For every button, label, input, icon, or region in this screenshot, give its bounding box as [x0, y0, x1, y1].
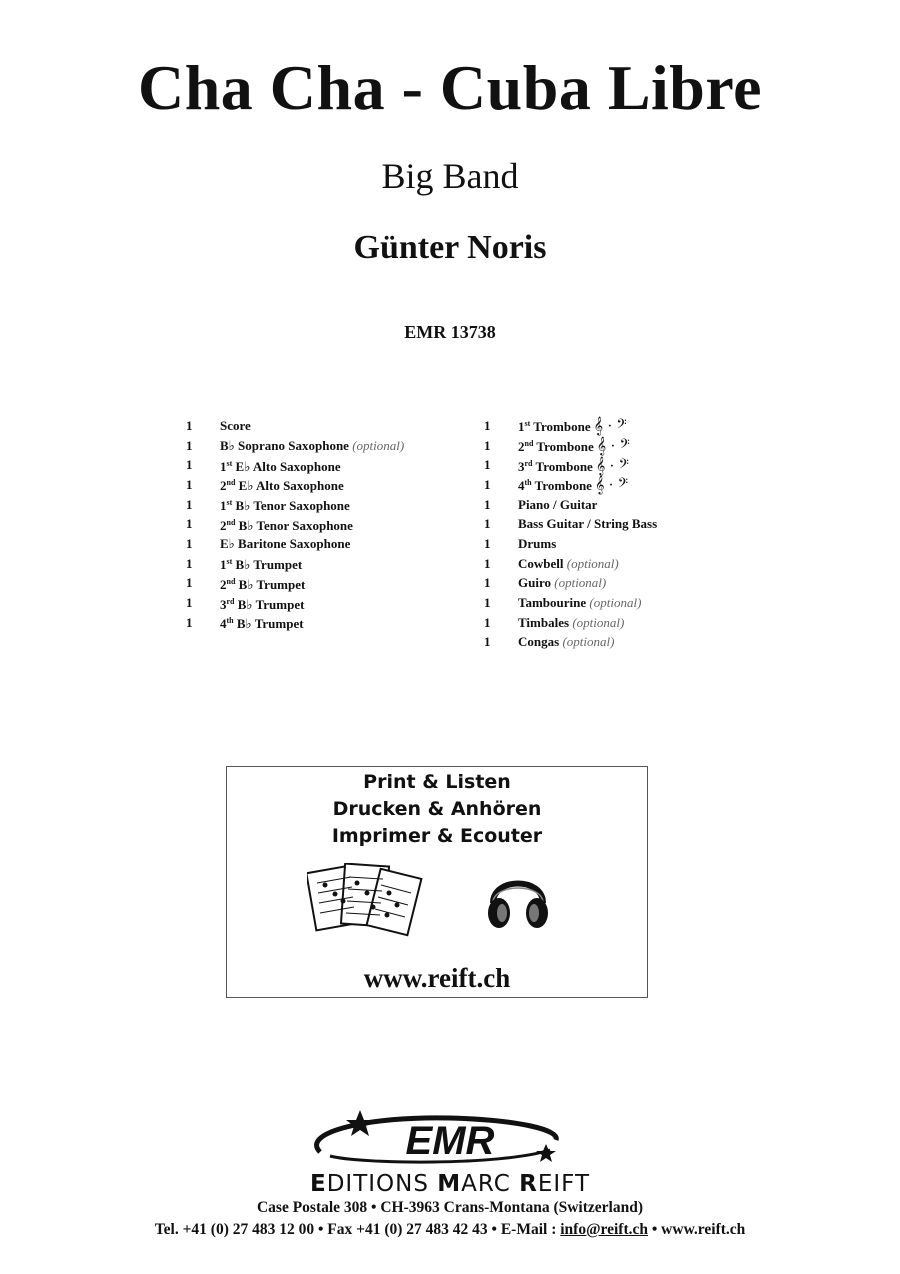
part-quantity: 1	[186, 457, 193, 473]
clef-icon: 𝄞 · 𝄢	[593, 418, 627, 436]
part-row	[484, 613, 744, 633]
part-instrument: Timbales	[518, 614, 570, 630]
part-quantity: 1	[186, 417, 193, 433]
part-row	[186, 514, 476, 534]
part-instrument: E♭ Alto Saxophone	[238, 478, 344, 494]
part-quantity: 1	[186, 595, 193, 611]
part-instrument: Trombone	[535, 458, 593, 474]
part-instrument: Tambourine	[518, 595, 587, 611]
email-link[interactable]: info@reift.ch	[560, 1221, 648, 1238]
part-name	[220, 418, 251, 434]
part-instrument: B♭ Trumpet	[238, 576, 306, 592]
part-instrument: Guiro	[518, 575, 551, 591]
part-ordinal-suffix: st	[226, 557, 233, 567]
part-optional-note: (optional)	[562, 634, 615, 650]
part-instrument: Congas	[518, 634, 560, 650]
part-row	[484, 554, 744, 574]
logo-text: EMR	[405, 1119, 495, 1163]
part-row	[186, 436, 476, 456]
part-name	[518, 615, 624, 631]
part-ordinal: 1	[518, 419, 525, 435]
publisher-address: Case Postale 308 • CH-3963 Crans-Montana (Switzerland)	[256, 1199, 643, 1216]
part-quantity: 1	[186, 575, 193, 591]
part-row	[484, 416, 744, 436]
part-quantity: 1	[484, 614, 491, 630]
part-ordinal: 1	[220, 557, 227, 573]
part-instrument: E♭ Alto Saxophone	[235, 458, 341, 474]
part-quantity: 1	[484, 516, 491, 532]
part-name	[220, 536, 350, 552]
part-ordinal: 3	[518, 458, 525, 474]
part-ordinal-suffix: nd	[524, 439, 534, 449]
part-optional-note: (optional)	[566, 555, 619, 571]
part-name	[220, 438, 404, 454]
part-row	[484, 475, 744, 495]
part-row	[186, 475, 476, 495]
part-ordinal: 2	[220, 478, 227, 494]
parts-list-right	[484, 416, 744, 652]
part-instrument: Piano / Guitar	[518, 496, 598, 512]
sheet-music-icon	[307, 863, 423, 941]
part-quantity: 1	[484, 555, 491, 571]
part-quantity: 1	[484, 535, 491, 551]
part-instrument: B♭ Trumpet	[235, 557, 303, 573]
part-name	[518, 595, 641, 611]
clef-icon: 𝄞 · 𝄢	[596, 438, 630, 456]
part-quantity: 1	[484, 417, 491, 433]
part-quantity: 1	[484, 457, 491, 473]
part-row	[186, 593, 476, 613]
part-name	[220, 475, 344, 494]
part-row	[186, 554, 476, 574]
part-row	[484, 495, 744, 515]
headphones-icon	[485, 863, 551, 933]
part-name	[220, 554, 302, 573]
part-name	[518, 416, 627, 435]
composer-name: Günter Noris	[353, 229, 547, 266]
part-quantity: 1	[484, 496, 491, 512]
part-name	[518, 516, 657, 532]
part-instrument: Trombone	[536, 439, 594, 455]
part-name	[220, 613, 304, 632]
part-ordinal: 2	[518, 439, 525, 455]
part-name	[518, 536, 556, 552]
part-quantity: 1	[484, 476, 491, 492]
promo-website[interactable]: www.reift.ch	[363, 963, 511, 993]
publisher-contact	[0, 1220, 900, 1240]
part-ordinal-suffix: th	[524, 478, 532, 488]
part-instrument: Trombone	[534, 478, 592, 494]
part-ordinal-suffix: rd	[226, 596, 235, 606]
part-row	[484, 514, 744, 534]
page-title: Cha Cha - Cuba Libre	[137, 52, 763, 123]
part-row	[484, 534, 744, 554]
part-name	[220, 515, 353, 534]
part-quantity: 1	[484, 437, 491, 453]
parts-list-left	[186, 416, 476, 633]
part-row	[186, 534, 476, 554]
part-name	[518, 497, 597, 513]
part-ordinal: 3	[220, 596, 227, 612]
emr-logo-icon	[300, 1106, 600, 1170]
part-optional-note: (optional)	[572, 614, 625, 630]
part-ordinal: 2	[220, 517, 227, 533]
part-name	[220, 594, 304, 613]
part-instrument: Bass Guitar / String Bass	[518, 516, 658, 532]
part-row	[186, 416, 476, 436]
part-ordinal-suffix: nd	[226, 478, 236, 488]
part-name	[518, 556, 619, 572]
part-quantity: 1	[484, 595, 491, 611]
ensemble-subtitle: Big Band	[381, 156, 519, 196]
part-instrument: Drums	[518, 535, 557, 551]
part-optional-note: (optional)	[554, 575, 607, 591]
part-name	[518, 634, 614, 650]
part-instrument: Trombone	[533, 419, 591, 435]
promo-line-english: Print & Listen	[363, 771, 511, 793]
part-name	[518, 436, 630, 455]
part-quantity: 1	[186, 516, 193, 532]
part-ordinal: 1	[220, 458, 227, 474]
part-instrument: B♭ Trumpet	[236, 616, 304, 632]
part-instrument: B♭ Soprano Saxophone	[220, 437, 349, 453]
part-ordinal-suffix: st	[226, 458, 233, 468]
part-instrument: B♭ Tenor Saxophone	[238, 517, 353, 533]
part-name	[220, 456, 341, 475]
part-quantity: 1	[186, 555, 193, 571]
clef-icon: 𝄞 · 𝄢	[595, 457, 629, 475]
part-name	[518, 475, 628, 494]
catalog-number: EMR 13738	[404, 322, 496, 342]
part-ordinal: 4	[220, 616, 227, 632]
contact-phone-fax: Tel. +41 (0) 27 483 12 00 • Fax +41 (0) 27 483 42 43 • E-Mail :	[154, 1221, 561, 1238]
part-row	[186, 455, 476, 475]
part-instrument: E♭ Baritone Saxophone	[220, 535, 351, 551]
part-ordinal-suffix: nd	[226, 517, 236, 527]
part-quantity: 1	[186, 476, 193, 492]
part-name	[220, 495, 350, 514]
part-instrument: B♭ Trumpet	[237, 596, 305, 612]
part-quantity: 1	[186, 614, 193, 630]
contact-website: • www.reift.ch	[648, 1221, 746, 1238]
part-row	[484, 455, 744, 475]
part-optional-note: (optional)	[589, 595, 642, 611]
part-row	[484, 633, 744, 653]
promo-line-german: Drucken & Anhören	[332, 798, 542, 820]
part-row	[186, 574, 476, 594]
part-optional-note: (optional)	[352, 437, 405, 453]
part-row	[484, 593, 744, 613]
part-row	[484, 574, 744, 594]
part-instrument: Score	[220, 417, 251, 433]
part-row	[484, 436, 744, 456]
part-instrument: Cowbell	[518, 555, 564, 571]
part-instrument: B♭ Tenor Saxophone	[235, 498, 350, 514]
part-name	[220, 574, 305, 593]
part-name	[518, 456, 629, 475]
part-ordinal-suffix: st	[226, 498, 233, 508]
part-quantity: 1	[484, 575, 491, 591]
clef-icon: 𝄞 · 𝄢	[594, 477, 629, 495]
print-listen-box	[226, 766, 648, 998]
part-quantity: 1	[186, 535, 193, 551]
publisher-name: EDITIONS MARC REIFT	[309, 1171, 591, 1197]
part-ordinal-suffix: rd	[524, 458, 533, 468]
part-name	[518, 575, 606, 591]
part-row	[186, 613, 476, 633]
promo-line-french: Imprimer & Ecouter	[331, 825, 543, 847]
part-ordinal-suffix: th	[226, 616, 234, 626]
part-quantity: 1	[186, 496, 193, 512]
part-quantity: 1	[186, 437, 193, 453]
part-ordinal: 2	[220, 576, 227, 592]
part-ordinal-suffix: st	[524, 419, 531, 429]
part-row	[186, 495, 476, 515]
part-ordinal-suffix: nd	[226, 576, 236, 586]
part-quantity: 1	[484, 634, 491, 650]
part-ordinal: 4	[518, 478, 525, 494]
part-ordinal: 1	[220, 498, 227, 514]
